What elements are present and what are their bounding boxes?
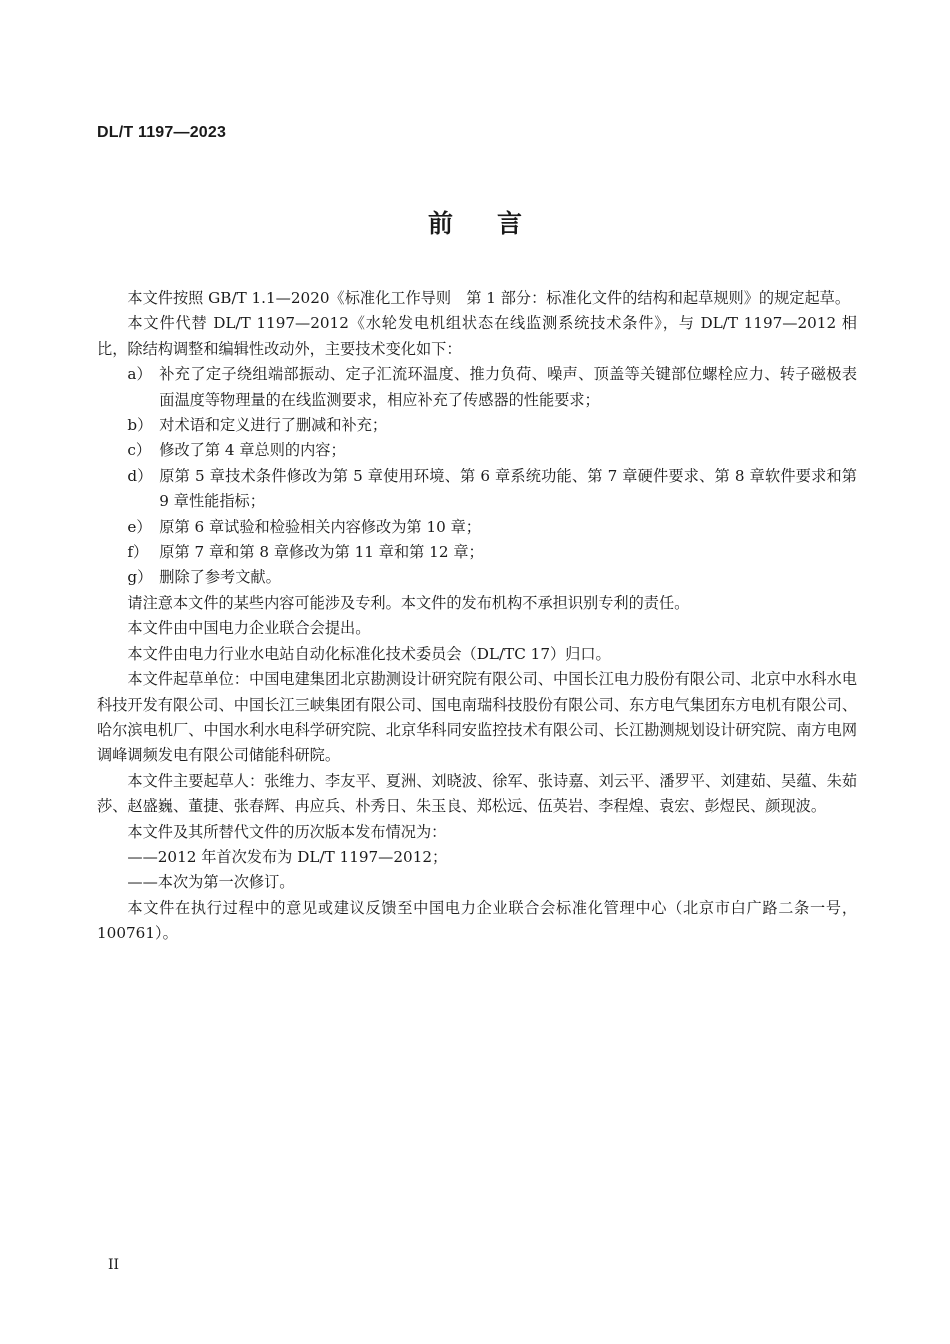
list-item-text: 对术语和定义进行了删减和补充； xyxy=(159,416,388,435)
page-title: 前言 xyxy=(427,209,566,238)
page-number: II xyxy=(108,1257,120,1273)
list-marker: b） xyxy=(127,416,153,435)
list-item-text: 原第 7 章和第 8 章修改为第 11 章和第 12 章； xyxy=(159,543,484,562)
history-intro: 本文件及其所替代文件的历次版本发布情况为： xyxy=(127,822,447,841)
proposer-statement: 本文件由中国电力企业联合会提出。 xyxy=(127,619,371,638)
list-marker: d） xyxy=(127,466,153,485)
document-code: DL/T 1197—2023 xyxy=(97,124,227,141)
foreword-body xyxy=(97,286,857,947)
history-item: ——本次为第一次修订。 xyxy=(127,873,295,892)
feedback-paragraph: 本文件在执行过程中的意见或建议反馈至中国电力企业联合会标准化管理中心（北京市白广路二条一号，100761）。 xyxy=(97,898,857,943)
list-item xyxy=(97,362,857,413)
list-item-text: 补充了定子绕组端部振动、定子汇流环温度、推力负荷、噪声、顶盖等关键部位螺栓应力、转子磁极表面温度等物理量的在线监测要求，相应补充了传感器的性能要求； xyxy=(159,365,857,409)
list-item xyxy=(97,515,857,540)
list-item xyxy=(97,438,857,463)
replacement-paragraph: 本文件代替 DL/T 1197—2012《水轮发电机组状态在线监测系统技术条件》，与 DL/T 1197—2012 相比，除结构调整和编辑性改动外，主要技术变化如下： xyxy=(97,314,857,358)
drafters-paragraph: 本文件主要起草人：张维力、李友平、夏洲、刘晓波、徐军、张诗嘉、刘云平、潘罗平、刘建茹、吴蕴、朱茹莎、赵盛巍、董捷、张春辉、冉应兵、朴秀日、朱玉良、郑松远、伍英岩、李程煌、袁宏、彭煜民、颜现波。 xyxy=(97,771,857,816)
list-item-text: 原第 6 章试验和检验相关内容修改为第 10 章； xyxy=(159,517,481,536)
list-item-text: 删除了参考文献。 xyxy=(159,568,281,587)
list-marker: g） xyxy=(127,568,153,587)
drafting-units-paragraph: 本文件起草单位：中国电建集团北京勘测设计研究院有限公司、中国长江电力股份有限公司、北京中水科水电科技开发有限公司、中国长江三峡集团有限公司、国电南瑞科技股份有限公司、东方电气集团东方电机有限公司、哈尔滨电机厂、中国水利水电科学研究院、北京华科同安监控技术有限公司、长江勘测规划设计研究院、南方电网调峰调频发电有限公司储能科研院。 xyxy=(97,670,857,765)
list-item-text: 原第 5 章技术条件修改为第 5 章使用环境、第 6 章系统功能、第 7 章硬件要求、第 8 章软件要求和第 9 章性能指标； xyxy=(159,466,857,511)
technical-committee-statement: 本文件由电力行业水电站自动化标准化技术委员会（DL/TC 17）归口。 xyxy=(127,644,611,663)
list-item xyxy=(97,413,857,438)
list-marker: c） xyxy=(127,441,152,460)
list-item-text: 修改了第 4 章总则的内容； xyxy=(159,441,346,460)
list-item xyxy=(97,464,857,515)
patent-notice: 请注意本文件的某些内容可能涉及专利。本文件的发布机构不承担识别专利的责任。 xyxy=(127,593,690,612)
list-item xyxy=(97,565,857,590)
list-marker: a） xyxy=(127,365,152,384)
drafting-basis-paragraph: 本文件按照 GB/T 1.1—2020《标准化工作导则 第 1 部分：标准化文件的结构和起草规则》的规定起草。 xyxy=(127,289,851,307)
list-marker: f） xyxy=(127,543,149,562)
history-item: ——2012 年首次发布为 DL/T 1197—2012； xyxy=(127,847,448,866)
list-marker: e） xyxy=(127,517,152,536)
list-item xyxy=(97,540,857,565)
